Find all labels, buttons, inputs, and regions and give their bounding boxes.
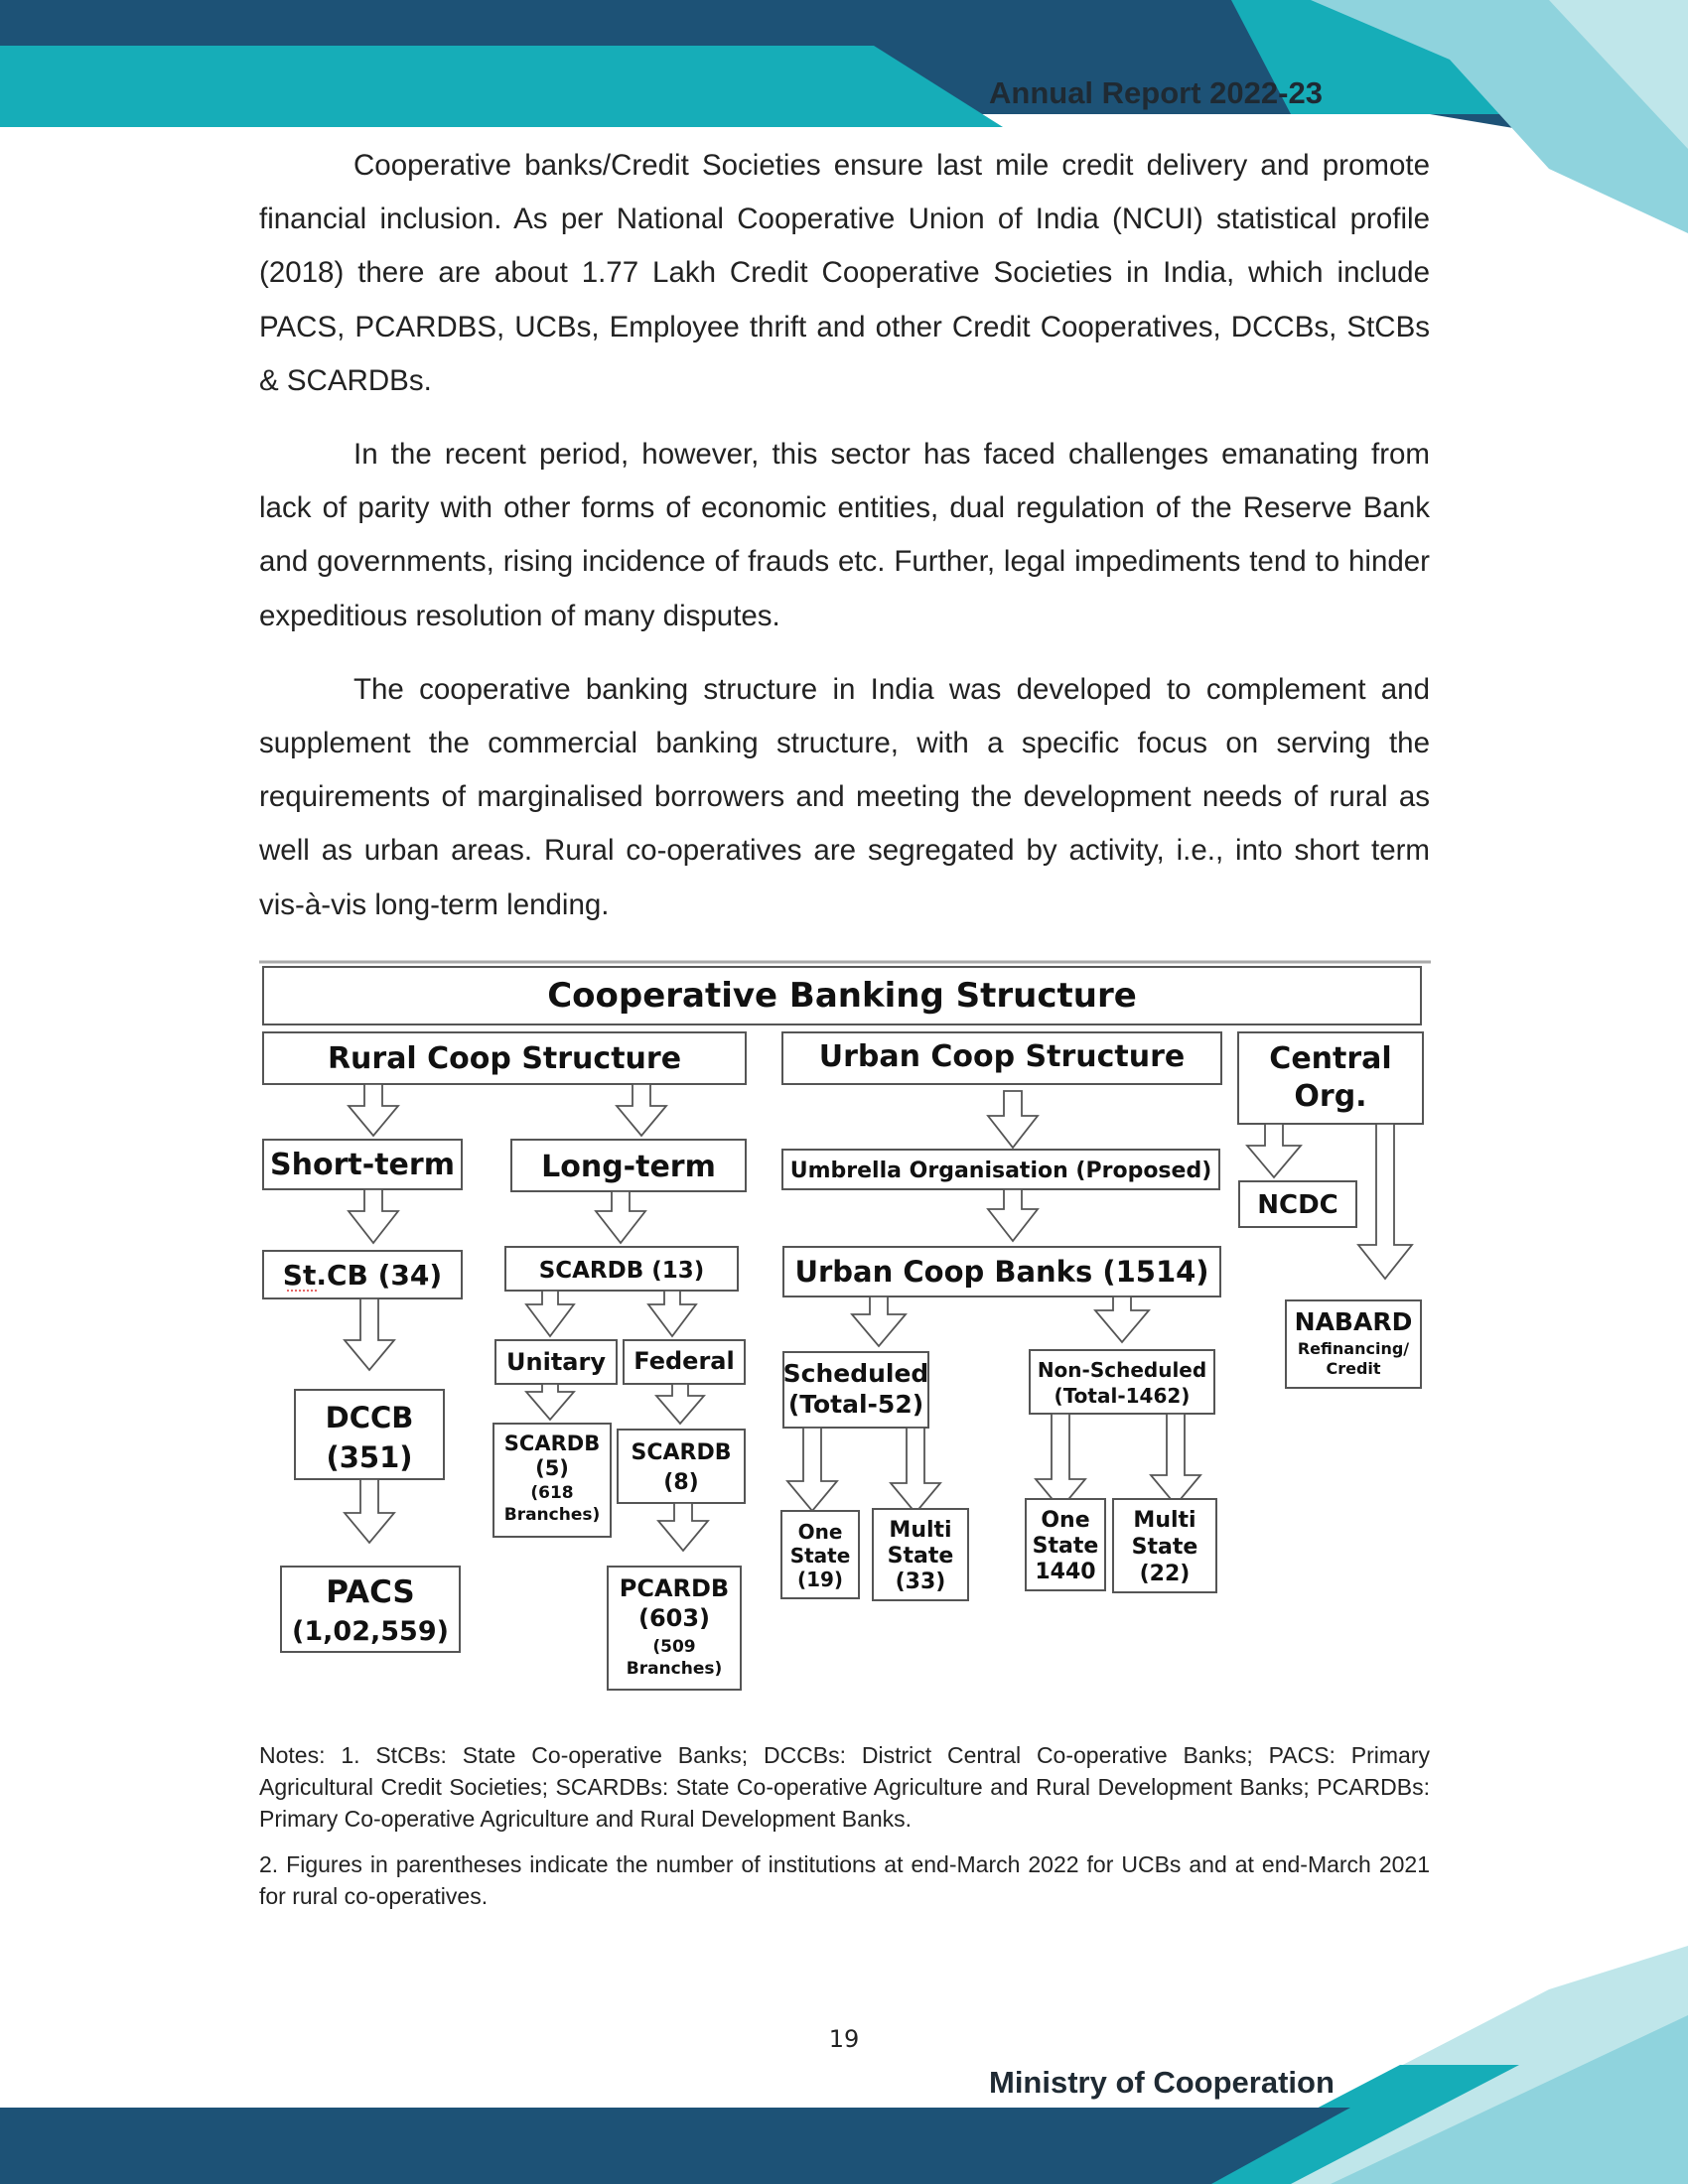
arrow-nonscheduled-onestate [1036, 1414, 1085, 1509]
short-term-label: Short-term [270, 1148, 455, 1182]
multi-state-33-line3: (33) [895, 1570, 946, 1594]
arrow-dccb-pacs [345, 1479, 394, 1543]
multi-state-22-line2: State [1131, 1535, 1198, 1560]
ucb-count: (1514) [1102, 1255, 1209, 1289]
arrow-rural-short [349, 1084, 398, 1136]
arrow-central-nabard [1358, 1124, 1412, 1279]
arrow-scardb8-pcardb [658, 1503, 708, 1551]
arrow-nonscheduled-multistate [1151, 1414, 1200, 1505]
scardb-13-label: SCARDB (13) [538, 1258, 705, 1284]
arrow-scardb-unitary [526, 1291, 574, 1336]
scardb-5-line3: (618 [530, 1483, 574, 1503]
cooperative-banking-structure-diagram [259, 957, 1431, 1692]
page-number: 19 [828, 2025, 860, 2053]
scheduled-line1: Scheduled [782, 1359, 929, 1388]
ucb-label [794, 1255, 1208, 1289]
paragraph-3: The cooperative banking structure in India was developed to complement and supplement the commercial banking structure, with a specific focus on serving the requirements of marginalised borrowers and meeting the development needs of rural as well as urban areas. Rural co-operatives are segregated by activity, i.e., into short term vis-à-vis long-term lending. [259, 672, 1430, 921]
multi-state-22-line1: Multi [1133, 1508, 1196, 1533]
note-2: 2. Figures in parentheses indicate the number of institutions at end-March 2022 for UCBs and at end-March 2021 for rural co-operatives. [259, 1851, 1430, 1909]
scardb-8-line2: (8) [663, 1470, 699, 1495]
unitary-label: Unitary [506, 1348, 606, 1376]
umbrella-label: Umbrella Organisation (Proposed) [789, 1159, 1212, 1183]
arrow-federal-scardb8 [656, 1384, 704, 1424]
body-text [259, 139, 1430, 952]
ucb-name: Urban Coop Banks [794, 1255, 1093, 1289]
scheduled-line2: (Total-52) [787, 1390, 924, 1419]
long-term-label: Long-term [541, 1150, 716, 1184]
rural-coop-label: Rural Coop Structure [327, 1041, 682, 1076]
scardb-8-line1: SCARDB [631, 1440, 732, 1465]
one-state-19-line3: (19) [796, 1568, 844, 1591]
central-org-line2: Org. [1294, 1079, 1367, 1114]
paragraph-2: In the recent period, however, this sector has faced challenges emanating from lack of parity with other forms of economic entities, dual regulation of the Reserve Bank and governments, rising incidence of frauds etc. Further, legal impediments tend to hinder expeditious resolution of many disputes. [259, 438, 1430, 632]
notes [259, 1739, 1430, 1926]
diagram-title: Cooperative Banking Structure [547, 976, 1137, 1016]
one-state-1440-line3: 1440 [1035, 1560, 1096, 1584]
arrow-long-scardb [596, 1191, 645, 1243]
urban-coop-label: Urban Coop Structure [818, 1039, 1186, 1074]
multi-state-33-line1: Multi [889, 1518, 952, 1543]
arrow-ucb-scheduled [852, 1297, 906, 1346]
arrow-ucb-nonscheduled [1095, 1297, 1149, 1342]
ncdc-label: NCDC [1257, 1190, 1338, 1220]
nabard-sub1: Refinancing/ [1297, 1339, 1410, 1358]
federal-label: Federal [633, 1347, 735, 1375]
pacs-line1: PACS [326, 1574, 415, 1610]
arrow-central-ncdc [1247, 1124, 1301, 1177]
arrow-scheduled-onestate [787, 1428, 837, 1511]
pcardb-line4: Branches) [626, 1659, 723, 1679]
scardb-5-line2: (5) [535, 1456, 569, 1480]
dccb-line2: (351) [326, 1440, 413, 1474]
central-org-line1: Central [1269, 1041, 1392, 1076]
arrow-scheduled-multistate [891, 1428, 940, 1513]
arrow-umbrella-ucb [988, 1189, 1038, 1241]
scardb-5-line1: SCARDB [503, 1432, 601, 1455]
one-state-19-line2: State [789, 1544, 851, 1568]
pcardb-line1: PCARDB [619, 1574, 730, 1602]
footer-decoration [0, 1946, 1688, 2184]
one-state-19-line1: One [797, 1520, 843, 1544]
report-title: Annual Report 2022-23 [989, 75, 1323, 110]
arrow-short-stcb [349, 1189, 398, 1243]
nonscheduled-line1: Non-Scheduled [1037, 1358, 1207, 1382]
scardb-5-line4: Branches) [503, 1505, 601, 1525]
arrow-scardb-federal [648, 1291, 696, 1336]
arrow-urban-umbrella [988, 1091, 1038, 1148]
multi-state-22-line3: (22) [1139, 1562, 1191, 1586]
nabard-label: NABARD [1294, 1307, 1413, 1336]
note-1: Notes: 1. StCBs: State Co-operative Banks; DCCBs: District Central Co-operative Banks; PACS: Primary Agricultural Credit Societies; SCARDBs: State Co-operative Agriculture and Rural Development Banks; PCARDBs: Primary Co-operative Agriculture and Rural Development Banks. [259, 1742, 1430, 1832]
one-state-1440-line1: One [1041, 1508, 1090, 1533]
dccb-line1: DCCB [325, 1401, 414, 1434]
pcardb-line3: (509 [652, 1637, 696, 1657]
pcardb-line2: (603) [637, 1604, 711, 1632]
footer-title: Ministry of Cooperation [989, 2065, 1335, 2100]
nonscheduled-line2: (Total-1462) [1054, 1384, 1191, 1408]
one-state-1440-line2: State [1032, 1534, 1099, 1559]
nabard-sub2: Credit [1326, 1359, 1381, 1378]
pacs-line2: (1,02,559) [292, 1616, 449, 1647]
arrow-stcb-dccb [345, 1298, 394, 1370]
multi-state-33-line2: State [887, 1544, 954, 1569]
arrow-unitary-scardb5 [526, 1384, 574, 1420]
stcb-label: St.CB (34) [282, 1259, 443, 1292]
paragraph-1: Cooperative banks/Credit Societies ensure last mile credit delivery and promote financial inclusion. As per National Cooperative Union of India (NCUI) statistical profile (2018) there are about 1.77 Lakh Credit Cooperative Societies in India, which include PACS, PCARDBS, UCBs, Employee thrift and other Credit Cooperatives, DCCBs, StCBs & SCARDBs. [259, 149, 1430, 397]
arrow-rural-long [617, 1084, 666, 1136]
